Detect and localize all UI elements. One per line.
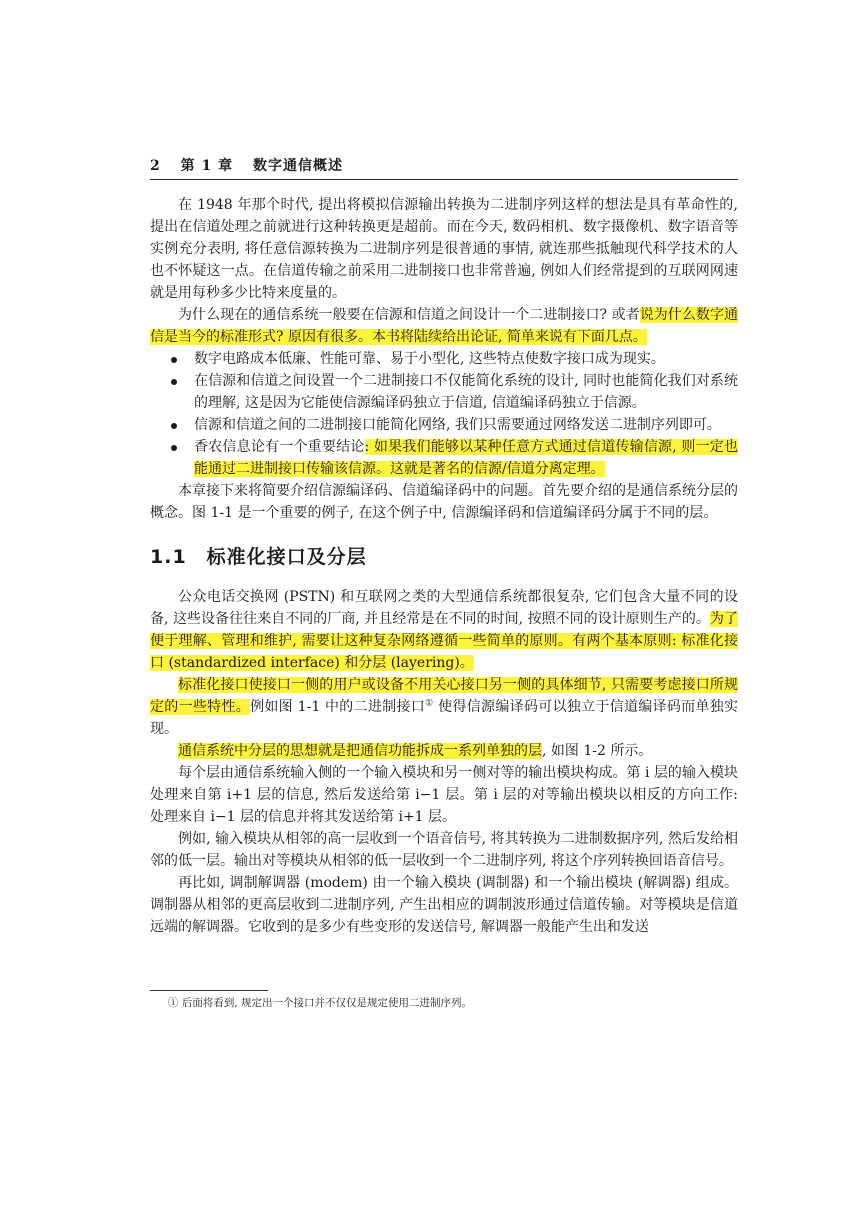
highlighted-text: 通信系统中分层的思想就是把通信功能拆成一系列单独的层: [178, 743, 542, 759]
highlighted-text: : 如果我们能够以某种任意方式通过信道传输信源, 则一定也能通过二进制接口传输该信源。这就是著名的信源/信道分离定理。: [194, 439, 739, 477]
highlighted-text: 说为什么数字通信是当今的标准形式? 原因有很多。本书将陆续给出论证, 简单来说有下面几点。: [150, 307, 738, 345]
paragraph-text: 公众电话交换网 (PSTN) 和互联网之类的大型通信系统都很复杂, 它们包含大量不同的设备, 这些设备往往来自不同的厂商, 并且经常是在不同的时间, 按照不同的设计原则生产的。: [150, 589, 738, 627]
bullet-icon: [171, 379, 177, 385]
list-item: [171, 348, 738, 370]
chapter-label: 第 1 章: [180, 158, 234, 174]
bullet-icon: [171, 423, 177, 429]
chapter-title: 数字通信概述: [253, 158, 343, 174]
footnote-text: 后面将看到, 规定出一个接口并不仅仅是规定使用二进制序列。: [181, 997, 473, 1009]
highlighted-text: 标准化接口使接口一侧的用户或设备不用关心接口另一侧的具体细节, 只需要考虑接口所规定的一些特性。: [150, 677, 738, 715]
footnote-reference: ①: [425, 698, 434, 709]
paragraph-text: 例如图 1-1 中的二进制接口: [250, 699, 426, 715]
list-item: [171, 370, 738, 414]
footnote-mark: ①: [168, 997, 179, 1009]
paragraph-pstn: [150, 586, 738, 674]
paragraph-layer-modules: 每个层由通信系统输入侧的一个输入模块和另一侧对等的输出模块构成。第 i 层的输入模块处理来自第 i+1 层的信息, 然后发送给第 i−1 层。第 i 层的对等输出模块以相反的方向工作: 处理来自 i−1 层的信息并将其发送给第 i+1 层。: [150, 765, 738, 825]
footnote-divider: [150, 990, 268, 991]
list-item-text: 信源和信道之间的二进制接口能简化网络, 我们只需要通过网络发送二进制序列即可。: [194, 417, 721, 433]
page-number: 2: [150, 158, 161, 174]
bullet-icon: [171, 357, 177, 363]
paragraph-chapter-overview: 本章接下来将简要介绍信源编译码、信道编译码中的问题。首先要介绍的是通信系统分层的概念。图 1-1 是一个重要的例子, 在这个例子中, 信源编译码和信道编译码分属于不同的层。: [150, 483, 738, 521]
question-text: 为什么现在的通信系统一般要在信源和信道之间设计一个二进制接口? 或者: [178, 307, 640, 323]
bullet-list: [150, 348, 738, 480]
paragraph-text: 使得信源编译码可以独立于信道编译码而单独实现。: [150, 699, 739, 737]
footnote: [168, 996, 728, 1010]
paragraph-voice-example: 例如, 输入模块从相邻的高一层收到一个语音信号, 将其转换为二进制数据序列, 然后发给相邻的低一层。输出对等模块从相邻的低一层收到一个二进制序列, 将这个序列转换回语音信号。: [150, 831, 738, 869]
list-item: [171, 436, 738, 480]
highlighted-text: 为了便于理解、管理和维护, 需要让这种复杂网络遵循一些简单的原则。有两个基本原则: 标准化接口 (standardized interface) 和分层 (layering)。: [150, 611, 738, 671]
paragraph-modem-example: 再比如, 调制解调器 (modem) 由一个输入模块 (调制器) 和一个输出模块 (解调器) 组成。调制器从相邻的更高层收到二进制序列, 产生出相应的调制波形通过信道传输。对等模块是信道远端的解调器。它收到的是多少有些变形的发送信号, 解调器一般能产生出和发送: [150, 875, 738, 935]
paragraph-interface: [150, 674, 738, 740]
paragraph-text: , 如图 1-2 所示。: [542, 743, 653, 759]
list-item: [171, 414, 738, 436]
list-item-text: 在信源和信道之间设置一个二进制接口不仅能简化系统的设计, 同时也能简化我们对系统的理解, 这是因为它能使信源编译码独立于信道, 信道编译码独立于信源。: [194, 373, 738, 411]
paragraph-intro: 在 1948 年那个时代, 提出将模拟信源输出转换为二进制序列这样的想法是具有革命性的, 提出在信道处理之前就进行这种转换更是超前。而在今天, 数码相机、数字摄像机、数字语音等实例充分表明, 将任意信源转换为二进制序列是很普通的事情, 就连那些抵触现代科学技术的人也不怀疑这一点。在信道传输之前采用二进制接口也非常普遍, 例如人们经常提到的互联网网速就是用每秒多少比特来度量的。: [150, 197, 738, 301]
paragraph-layering: [150, 740, 738, 762]
running-head: [150, 155, 738, 180]
section-title: 标准化接口及分层: [206, 546, 367, 568]
section-heading: [150, 546, 738, 568]
body-text: [150, 194, 738, 938]
list-item-text: 数字电路成本低廉、性能可靠、易于小型化, 这些特点使数字接口成为现实。: [194, 351, 665, 367]
section-number: 1.1: [150, 546, 187, 568]
bullet-icon: [171, 445, 177, 451]
list-item-text: 香农信息论有一个重要结论: [194, 439, 365, 455]
paragraph-question: [150, 304, 738, 348]
